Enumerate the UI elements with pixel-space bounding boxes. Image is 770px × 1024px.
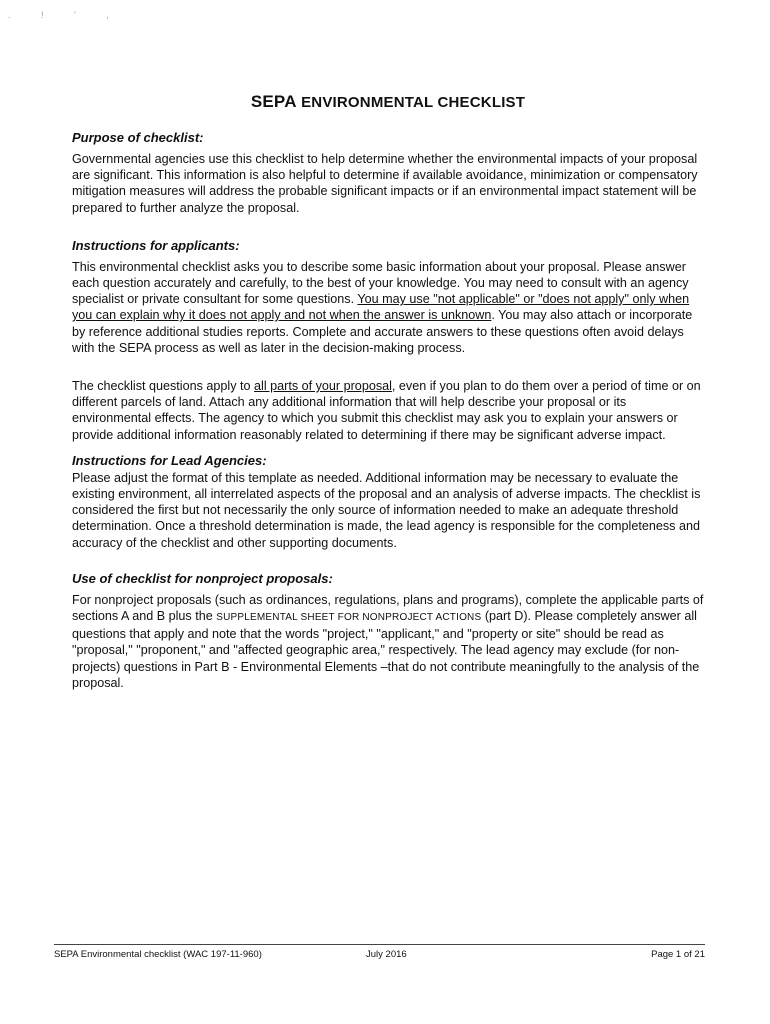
purpose-text: Governmental agencies use this checklist to help determine whether the environmental impacts of your proposal are significant. This information is also helpful to determine if available avoidance, minimization or compensatory mitigation measures will address the probable significant impacts or if an environmental impact statement will be prepared to further analyze the proposal. bbox=[72, 152, 698, 215]
nonproject-heading: Use of checklist for nonproject proposals: bbox=[72, 570, 333, 586]
nonproject-after: (part D). Please completely answer all questions that apply and note that the words "project," "applicant," and "property or site" should be read as "proposal," "proponent," and "affected geographic area," respectively. The lead agency may exclude (for non-projects) questions in Part B - Environmental Elements –that do not contribute meaningfully to the analysis of the proposal. bbox=[72, 609, 700, 690]
footer-date: July 2016 bbox=[366, 949, 407, 960]
scan-marks: . ! ' , bbox=[8, 10, 123, 20]
applicants-p2-before: The checklist questions apply to bbox=[72, 379, 255, 394]
document-page bbox=[72, 92, 704, 707]
page-title bbox=[72, 92, 704, 112]
footer-page-number: Page 1 of 21 bbox=[651, 949, 705, 960]
nonproject-smallcaps: SUPPLEMENTAL SHEET FOR NONPROJECT ACTIONS bbox=[216, 612, 482, 624]
applicants-paragraph-2 bbox=[72, 378, 704, 443]
title-rest: ENVIRONMENTAL CHECKLIST bbox=[301, 94, 526, 111]
lead-agencies-text: Please adjust the format of this template as needed. Additional information may be necessary to evaluate the existing environment, all interrelated aspects of the proposal and an analysis of adverse impacts. The checklist is considered the first but not necessarily the only source of information needed to make an adequate threshold determination. Once a threshold determination is made, the lead agency is responsible for the completeness and accuracy of the checklist and other supporting documents. bbox=[72, 470, 701, 550]
applicants-p1-underline: You may use "not applicable" or "does not apply" only when you can explain why it does not apply and not when the answer is unknown bbox=[72, 292, 690, 323]
nonproject-text bbox=[72, 592, 704, 691]
applicants-p1-before: This environmental checklist asks you to describe some basic information about your proposal. Please answer each question accurately and carefully, to the best of your knowledge. You may need to consult with an agency specialist or private consultant for some questions. bbox=[72, 259, 689, 307]
purpose-heading: Purpose of checklist: bbox=[72, 130, 204, 145]
applicants-paragraph-1 bbox=[72, 259, 704, 356]
applicants-p1-after: . You may also attach or incorporate by reference additional studies reports. Complete and accurate answers to these questions often avoid delays with the SEPA process as well as later in the decision-making process. bbox=[72, 308, 693, 355]
title-prefix: SEPA bbox=[250, 92, 297, 111]
applicants-heading: Instructions for applicants: bbox=[72, 237, 240, 253]
lead-agencies-heading: Instructions for Lead Agencies: bbox=[72, 452, 267, 468]
page-footer bbox=[54, 944, 705, 960]
applicants-p2-underline: all parts of your proposal bbox=[254, 379, 392, 394]
footer-left: SEPA Environmental checklist (WAC 197-11-960) bbox=[54, 949, 262, 960]
applicants-p2-after: , even if you plan to do them over a period of time or on different parcels of land. Attach any additional information that will help describe your proposal or its environmental effects. The agency to which you submit this checklist may ask you to explain your answers or provide additional information reasonably related to determining if there may be significant adverse impact. bbox=[72, 379, 701, 442]
nonproject-before: For nonproject proposals (such as ordinances, regulations, plans and programs), complete the applicable parts of sections A and B plus the bbox=[72, 592, 704, 624]
